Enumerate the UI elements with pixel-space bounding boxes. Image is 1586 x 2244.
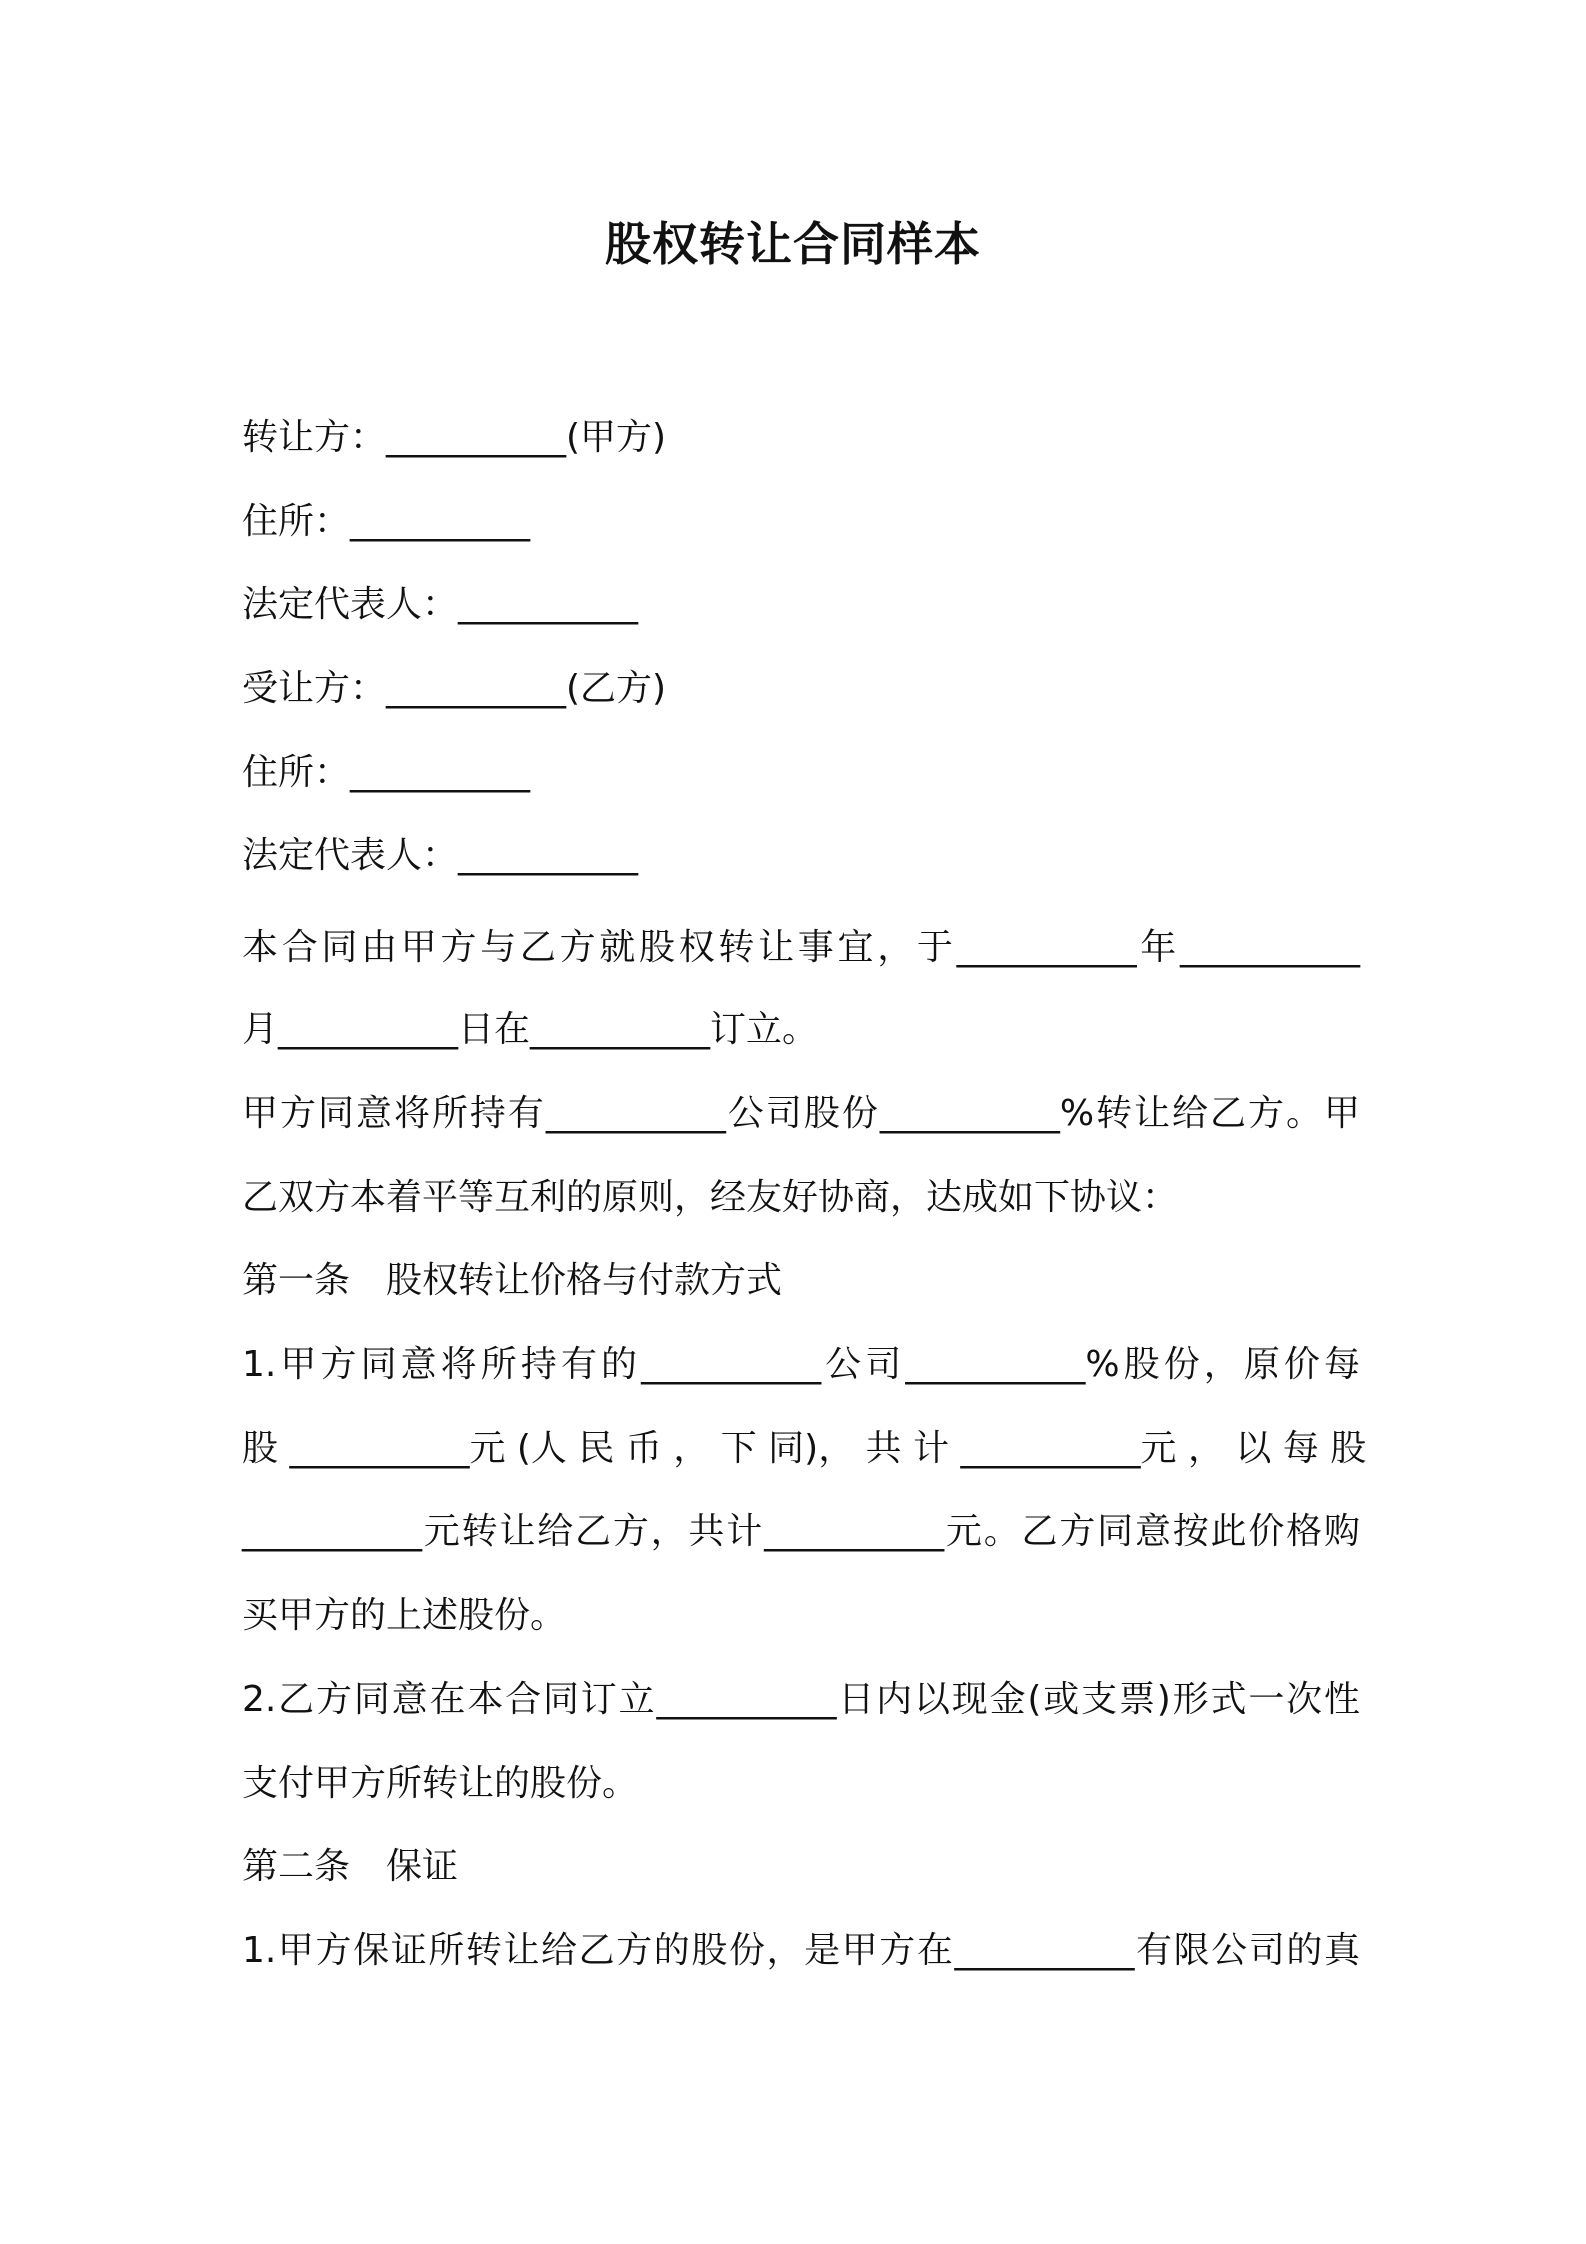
- paragraph-line: 本合同由甲方与乙方就股权转让事宜，于__________年__________: [242, 927, 1360, 968]
- paragraph-line: 月__________日在__________订立。: [242, 1009, 819, 1050]
- transferor-line: 转让方：__________(甲方): [242, 417, 667, 458]
- paragraph-line: __________元转让给乙方，共计__________元。乙方同意按此价格购: [242, 1511, 1360, 1552]
- transferor-address-line: 住所：__________: [242, 501, 531, 542]
- paragraph-line: 1.甲方同意将所持有的__________公司__________%股份，原价每: [242, 1344, 1360, 1385]
- article-heading: 第二条 保证: [242, 1846, 459, 1887]
- paragraph-line: 2.乙方同意在本合同订立__________日内以现金(或支票)形式一次性: [242, 1679, 1360, 1720]
- transferee-legal-rep-line: 法定代表人：__________: [242, 835, 639, 876]
- paragraph-line: 股 __________元 (人 民 币 ， 下 同)， 共 计 __________元 ， 以 每 股: [242, 1428, 1367, 1469]
- document-title: 股权转让合同样本: [605, 217, 981, 271]
- transferor-legal-rep-line: 法定代表人：__________: [242, 584, 639, 625]
- transferee-address-line: 住所：__________: [242, 752, 531, 793]
- paragraph-line: 支付甲方所转让的股份。: [242, 1763, 639, 1804]
- paragraph-line: 乙双方本着平等互利的原则，经友好协商，达成如下协议：: [242, 1177, 1179, 1218]
- paragraph-line: 1.甲方保证所转让给乙方的股份，是甲方在__________有限公司的真: [242, 1930, 1360, 1971]
- article-heading: 第一条 股权转让价格与付款方式: [242, 1260, 783, 1301]
- transferee-line: 受让方：__________(乙方): [242, 668, 667, 709]
- paragraph-line: 甲方同意将所持有__________公司股份__________%转让给乙方。甲: [242, 1093, 1360, 1134]
- paragraph-line: 买甲方的上述股份。: [242, 1595, 567, 1636]
